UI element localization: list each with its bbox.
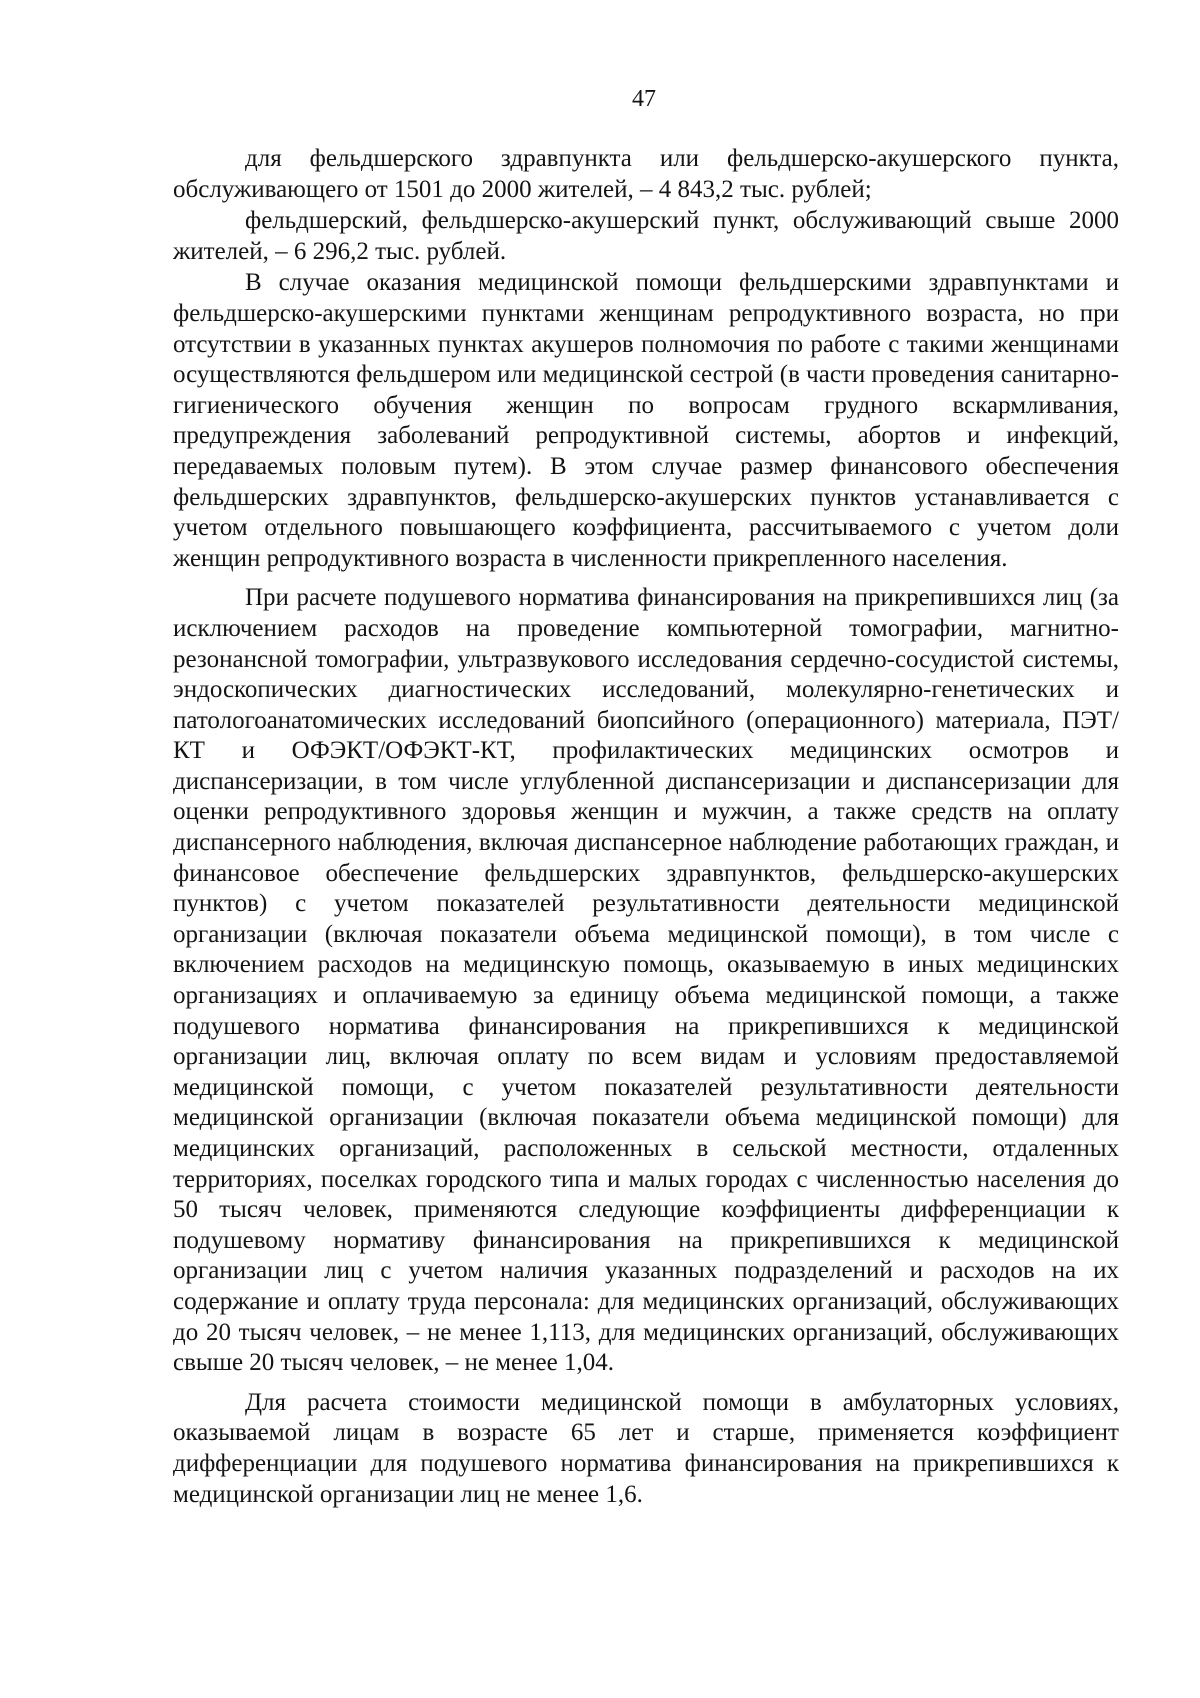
- paragraph-per-capita-normative: При расчете подушевого норматива финансирования на прикрепившихся лиц (за исключением расходов на проведение компьютерной томографии, магнитно-резонансной томографии, ультразвукового исследования сердечно-сосудистой системы, эндоскопических диагностических исследований, молекулярно-генетических и патологоанатомических исследований биопсийного (операционного) материала, ПЭТ/КТ и ОФЭКТ/ОФЭКТ-КТ, профилактических медицинских осмотров и диспансеризации, в том числе углубленной диспансеризации и диспансеризации для оценки репродуктивного здоровья женщин и мужчин, а также средств на оплату диспансерного наблюдения, включая диспансерное наблюдение работающих граждан, и финансовое обеспечение фельдшерских здравпунктов, фельдшерско-акушерских пунктов) с учетом показателей результативности деятельности медицинской организации (включая показатели объема медицинской помощи), в том числе с включением расходов на медицинскую помощь, оказываемую в иных медицинских организациях и оплачиваемую за единицу объема медицинской помощи, а также подушевого норматива финансирования на прикрепившихся к медицинской организации лиц, включая оплату по всем видам и условиям предоставляемой медицинской помощи, с учетом показателей результативности деятельности медицинской организации (включая показатели объема медицинской помощи) для медицинских организаций, расположенных в сельской местности, отдаленных территориях, поселках городского типа и малых городах с численностью населения до 50 тысяч человек, применяются следующие коэффициенты дифференциации к подушевому нормативу финансирования на прикрепившихся к медицинской организации лиц с учетом наличия указанных подразделений и расходов на их содержание и оплату труда персонала: для медицинских организаций, обслуживающих до 20 тысяч человек, – не менее 1,113, для медицинских организаций, обслуживающих свыше 20 тысяч человек, – не менее 1,04.: [173, 584, 1119, 1377]
- paragraph-reproductive-age-women: В случае оказания медицинской помощи фельдшерскими здравпунктами и фельдшерско-акушерскими пунктами женщинам репродуктивного возраста, но при отсутствии в указанных пунктах акушеров полномочия по работе с такими женщинами осуществляются фельдшером или медицинской сестрой (в части проведения санитарно-гигиенического обучения женщин по вопросам грудного вскармливания, предупреждения заболеваний репродуктивной системы, абортов и инфекций, передаваемых половым путем). В этом случае размер финансового обеспечения фельдшерских здравпунктов, фельдшерско-акушерских пунктов устанавливается с учетом отдельного повышающего коэффициента, рассчитываемого с учетом доли женщин репродуктивного возраста в численности прикрепленного населения.: [173, 269, 1119, 572]
- page-number: 47: [632, 86, 656, 112]
- document-body: [173, 144, 1119, 1510]
- paragraph-fap-over-2000: фельдшерский, фельдшерско-акушерский пункт, обслуживающий свыше 2000 жителей, – 6 296,2 тыс. рублей.: [173, 207, 1119, 265]
- paragraph-fap-1501-2000: для фельдшерского здравпункта или фельдшерско-акушерского пункта, обслуживающего от 1501 до 2000 жителей, – 4 843,2 тыс. рублей;: [173, 145, 1119, 203]
- paragraph-age-65-coefficient: Для расчета стоимости медицинской помощи в амбулаторных условиях, оказываемой лицам в возрасте 65 лет и старше, применяется коэффициент дифференциации для подушевого норматива финансирования на прикрепившихся к медицинской организации лиц не менее 1,6.: [173, 1388, 1119, 1508]
